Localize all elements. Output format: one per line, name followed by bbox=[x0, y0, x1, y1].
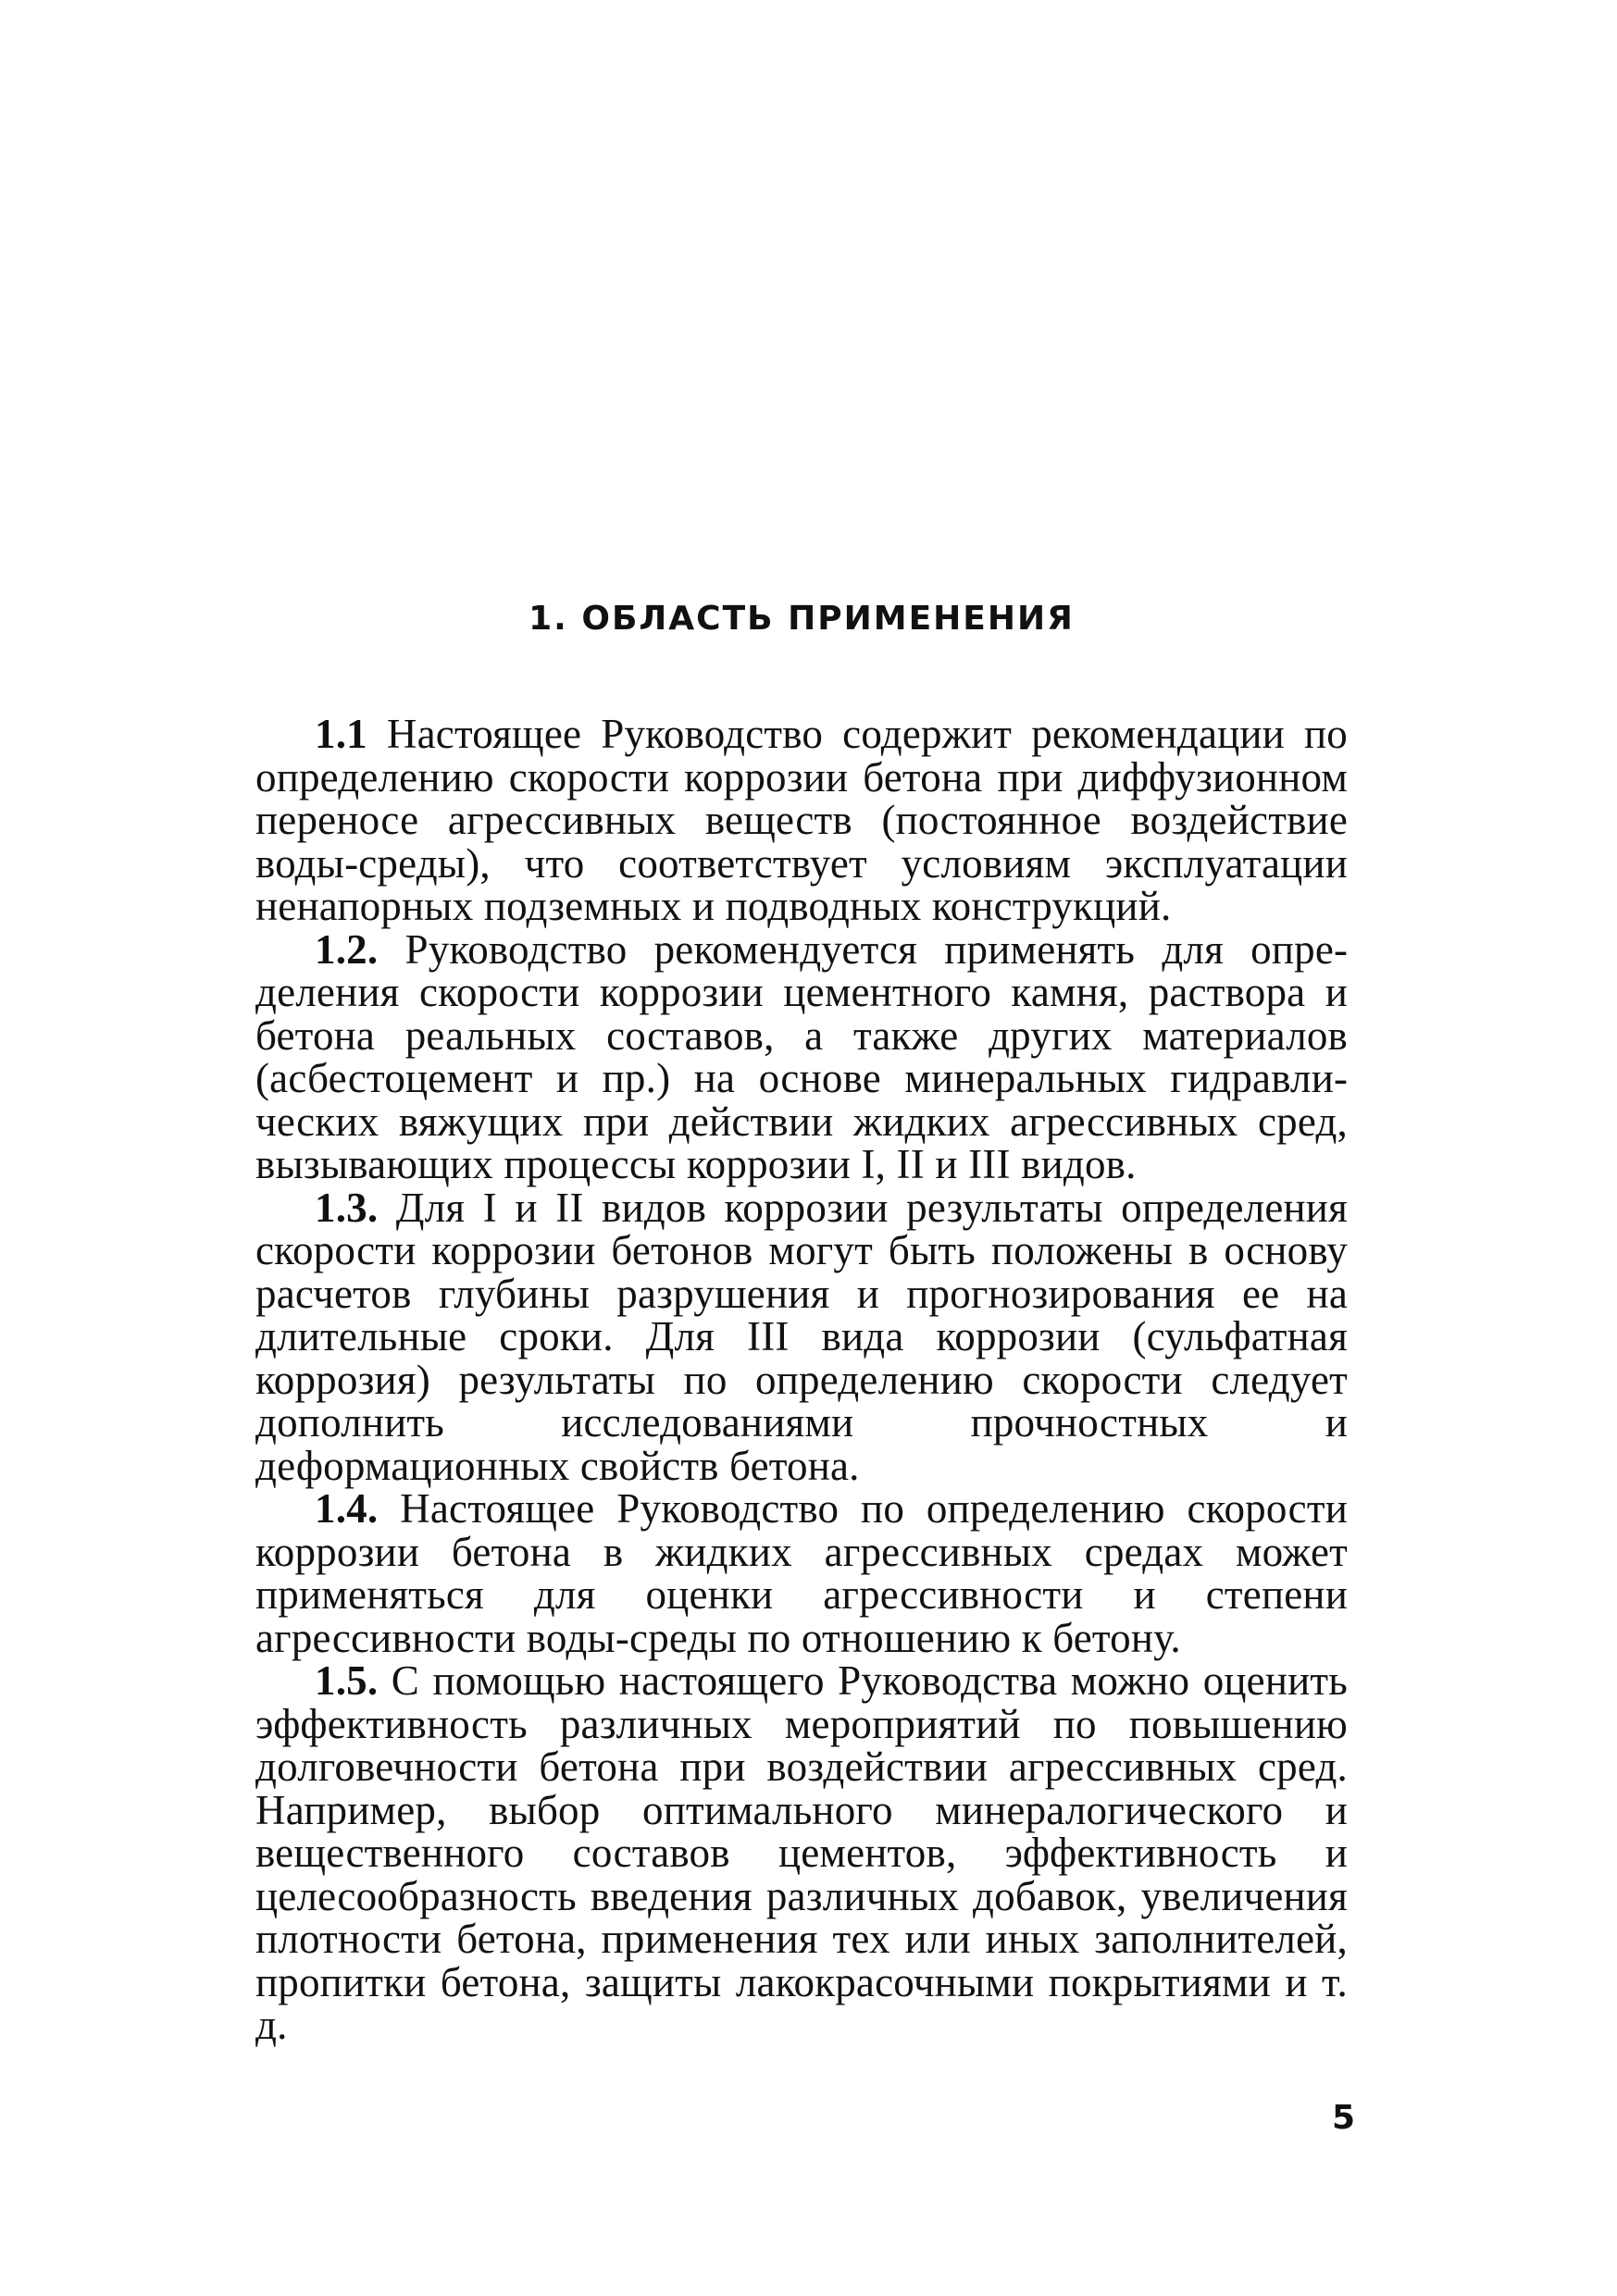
paragraph-text: Для I и II видов коррозии результаты определения скорости коррозии бетонов могут быть положены в основу расчетов глубины разрушения и прогнозирования ее на длительные сроки. Для III вида коррозии (сульфатная коррозия) результаты по определению скорости следует дополнить исследованиями прочностных и деформационных свойств бетона. bbox=[255, 1184, 1348, 1489]
paragraph-text: Руководство рекомендуется применять для определения скорости коррозии цементного камня, раствора и бетона реальных составов, а также других материалов (асбестоцемент и пр.) на основе минеральных гидравлических вяжущих при действии жидких агрессивных сред, вызывающих процессы коррозии I, II и III видов. bbox=[255, 925, 1348, 1187]
paragraph-number: 1.4. bbox=[315, 1485, 379, 1532]
paragraph-number: 1.2. bbox=[315, 925, 379, 973]
paragraph-1-2 bbox=[255, 925, 1348, 1187]
paragraph-number: 1.5. bbox=[315, 1657, 379, 1704]
paragraph-number: 1.3. bbox=[315, 1184, 379, 1231]
paragraph-1-4 bbox=[255, 1487, 1348, 1659]
paragraph-1-5 bbox=[255, 1659, 1348, 2047]
section-heading: 1. ОБЛАСТЬ ПРИМЕНЕНИЯ bbox=[529, 600, 1075, 638]
paragraph-1-3 bbox=[255, 1186, 1348, 1488]
paragraph-1-1 bbox=[255, 713, 1348, 928]
body-text bbox=[255, 713, 1348, 2047]
paragraph-text: Настоящее Руководство содержит рекомендации по определению скорости коррозии бетона при диффузионном переносе агрессивных веществ (постоянное воздействие воды-среды), что соответствует условиям эксплуатации ненапорных подземных и подводных конструкций. bbox=[255, 711, 1348, 929]
paragraph-text: С помощью настоящего Руководства можно оценить эффективность различных мероприятий по повышению долговечности бетона при воздействии агрессивных сред. Например, выбор оптимального минералогического и вещественного составов цементов, эффективность и целесообразность введения различных добавок, увеличения плотности бетона, применения тех или иных заполнителей, пропитки бетона, защиты лакокрасочными покрытиями и т. д. bbox=[255, 1657, 1348, 2048]
paragraph-text: Настоящее Руководство по определению скорости коррозии бетона в жидких агрессивных средах может применяться для оценки агрессивности и степени агрессивности воды-среды по отношению к бетону. bbox=[255, 1485, 1348, 1661]
page-number: 5 bbox=[1331, 2099, 1355, 2137]
paragraph-number: 1.1 bbox=[315, 711, 367, 757]
